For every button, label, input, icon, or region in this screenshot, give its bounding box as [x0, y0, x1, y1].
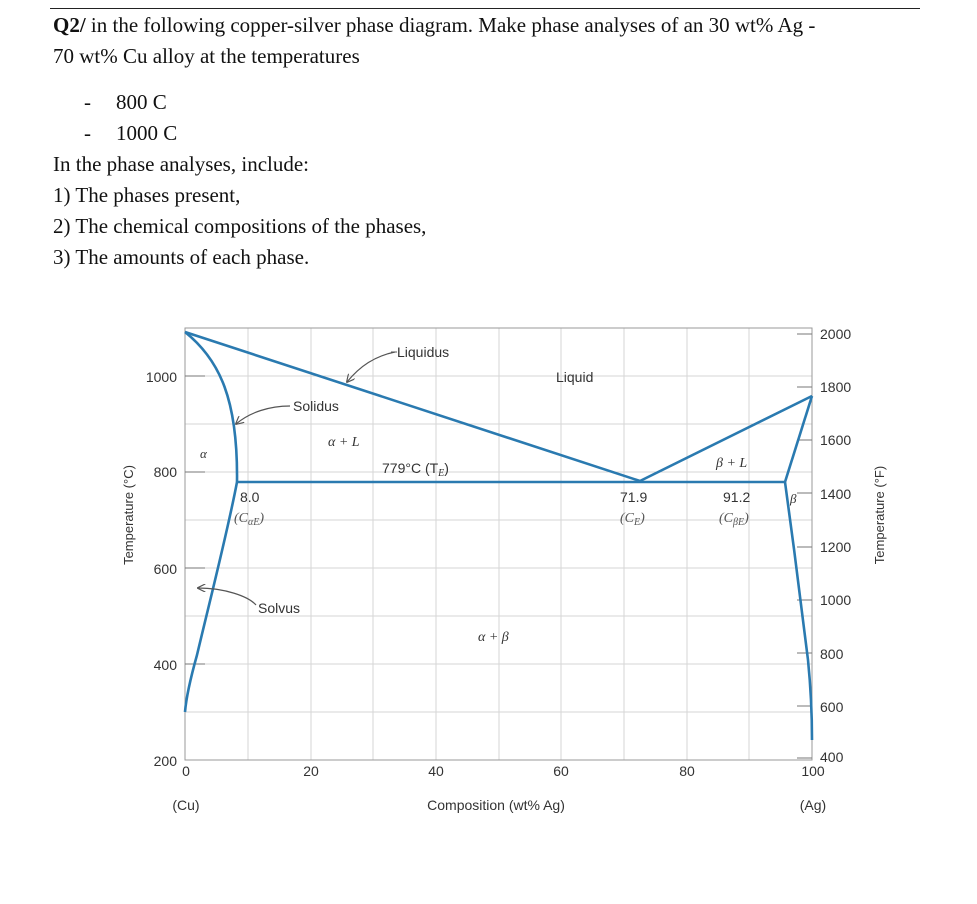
x-tick-40: 40: [428, 763, 444, 779]
right-tick-800: 800: [820, 646, 844, 662]
right-tick-1600: 1600: [820, 432, 852, 448]
c-e-symbol: $(C_E)$: [620, 511, 645, 528]
right-axis-label: Temperature (°F): [872, 465, 887, 565]
include-item-phases: 1) The phases present,: [53, 183, 241, 207]
right-tick-1400: 1400: [820, 486, 852, 502]
eutectic-temp-label: 779°C $(T_E)$: [382, 460, 449, 479]
solvus-label: Solvus: [258, 600, 301, 616]
bullet-800c: 800 C: [116, 90, 167, 114]
beta-label: β: [790, 491, 797, 506]
left-tick-1000: 1000: [145, 369, 177, 385]
alpha-plus-liquid-label: α + L: [328, 435, 360, 450]
solvus-beta: [785, 482, 812, 740]
solidus-alpha: [185, 332, 237, 482]
right-tick-1200: 1200: [820, 539, 852, 555]
x-tick-20: 20: [303, 763, 319, 779]
solidus-arrow: [236, 406, 290, 424]
c-beta-symbol: $(C_{\beta E})$: [719, 511, 749, 528]
bullet-dash: -: [84, 90, 91, 114]
include-intro: In the phase analyses, include:: [53, 152, 309, 176]
solidus-beta: [785, 396, 812, 482]
left-axis-label: Temperature (°C): [121, 465, 136, 565]
left-tick-800: 800: [153, 464, 177, 480]
c-alpha-value: 8.0: [240, 489, 260, 505]
right-tick-1800: 1800: [820, 379, 852, 395]
right-tick-1000: 1000: [820, 592, 852, 608]
right-tick-2000: 2000: [820, 326, 852, 342]
liquidus-arrow: [347, 352, 395, 382]
question-text: in the following copper-silver phase diagram. Make phase analyses of an 30 wt% Ag -: [85, 13, 816, 37]
beta-plus-liquid-label: β + L: [716, 456, 748, 471]
include-item-amounts: 3) The amounts of each phase.: [53, 245, 310, 269]
left-tick-200: 200: [153, 753, 177, 769]
x-axis-right-end: (Ag): [799, 797, 827, 813]
left-tick-400: 400: [153, 657, 177, 673]
right-tick-600: 600: [820, 699, 844, 715]
right-tick-400: 400: [820, 749, 844, 765]
x-tick-80: 80: [679, 763, 695, 779]
bullet-1000c: 1000 C: [116, 121, 178, 145]
x-tick-0: 0: [182, 763, 190, 779]
liquidus-label: Liquidus: [397, 344, 450, 360]
grid: [185, 328, 812, 760]
c-e-value: 71.9: [620, 489, 648, 505]
alpha-plus-beta-label: α + β: [478, 630, 509, 645]
include-item-compositions: 2) The chemical compositions of the phases,: [53, 214, 427, 238]
c-beta-value: 91.2: [723, 489, 751, 505]
x-axis-left-end: (Cu): [172, 797, 200, 813]
solvus-arrow: [198, 588, 256, 605]
bullet-dash: -: [84, 121, 91, 145]
question-number: Q2/: [53, 13, 86, 37]
alpha-label: α: [200, 446, 207, 461]
solvus-alpha: [185, 482, 237, 712]
solidus-label: Solidus: [293, 398, 339, 414]
question-line-2: 70 wt% Cu alloy at the temperatures: [53, 44, 360, 68]
x-axis-label: Composition (wt% Ag): [427, 797, 565, 813]
x-tick-60: 60: [553, 763, 569, 779]
c-alpha-symbol: $(C_{\alpha E})$: [234, 511, 265, 528]
liquid-label: Liquid: [556, 369, 594, 385]
x-tick-100: 100: [801, 763, 825, 779]
left-tick-600: 600: [153, 561, 177, 577]
